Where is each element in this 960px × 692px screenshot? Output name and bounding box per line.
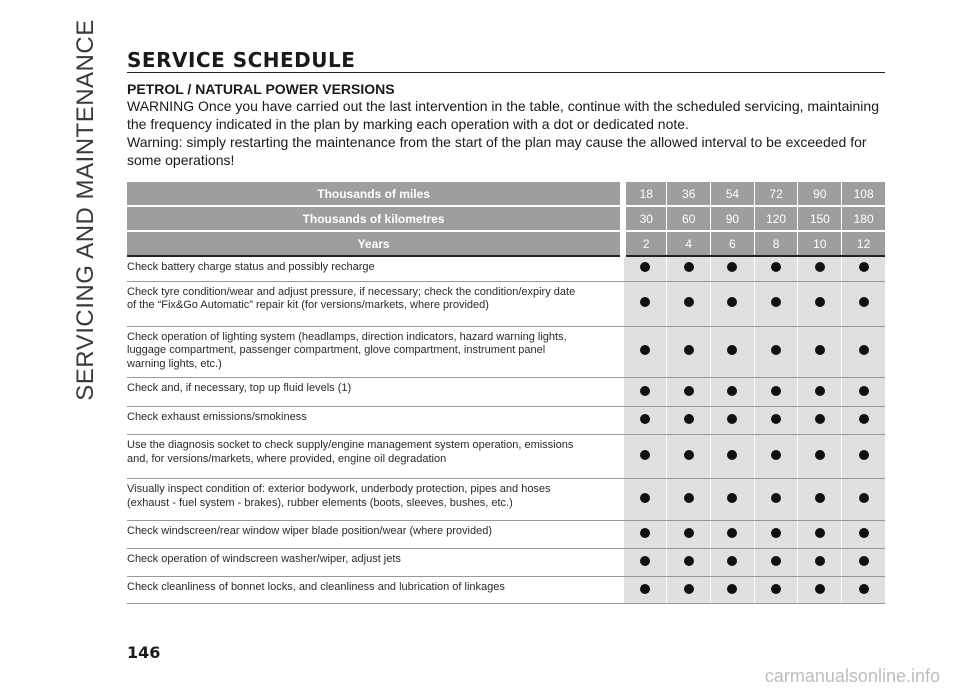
service-dot-icon <box>815 556 825 566</box>
interval-cell <box>711 378 755 407</box>
service-dot-icon <box>640 345 650 355</box>
interval-cell <box>754 256 798 281</box>
table-header-row <box>127 206 885 231</box>
interval-cell <box>842 435 885 479</box>
interval-cell <box>623 407 667 435</box>
service-dot-icon <box>684 345 694 355</box>
service-dot-icon <box>771 450 781 460</box>
table-row <box>127 281 885 326</box>
service-dot-icon <box>859 528 869 538</box>
interval-cell <box>842 256 885 281</box>
service-dot-icon <box>727 414 737 424</box>
service-dot-icon <box>640 386 650 396</box>
interval-cell <box>711 577 755 604</box>
service-dot-icon <box>771 584 781 594</box>
service-dot-icon <box>640 414 650 424</box>
interval-cell <box>711 407 755 435</box>
interval-cell <box>711 435 755 479</box>
service-dot-icon <box>815 450 825 460</box>
interval-cell <box>711 549 755 577</box>
operation-description: Check cleanliness of bonnet locks, and cleanliness and lubrication of linkages <box>127 577 623 604</box>
interval-cell <box>754 435 798 479</box>
service-dot-icon <box>727 493 737 503</box>
service-dot-icon <box>815 528 825 538</box>
operation-description: Check operation of windscreen washer/wiper, adjust jets <box>127 549 623 577</box>
service-dot-icon <box>771 414 781 424</box>
interval-cell <box>754 549 798 577</box>
service-dot-icon <box>640 556 650 566</box>
table-row <box>127 326 885 378</box>
service-dot-icon <box>727 528 737 538</box>
service-dot-icon <box>859 584 869 594</box>
table-row <box>127 521 885 549</box>
header-interval-value: 90 <box>711 206 755 231</box>
header-interval-value: 36 <box>667 182 711 206</box>
interval-cell <box>842 326 885 378</box>
header-interval-value: 72 <box>754 182 798 206</box>
service-dot-icon <box>771 386 781 396</box>
interval-cell <box>798 378 842 407</box>
service-dot-icon <box>640 584 650 594</box>
service-dot-icon <box>859 386 869 396</box>
chapter-side-tab <box>68 19 104 401</box>
service-dot-icon <box>815 493 825 503</box>
table-row <box>127 378 885 407</box>
service-dot-icon <box>684 556 694 566</box>
interval-cell <box>798 577 842 604</box>
interval-cell <box>623 549 667 577</box>
interval-cell <box>711 521 755 549</box>
interval-cell <box>842 281 885 326</box>
service-dot-icon <box>684 450 694 460</box>
interval-cell <box>711 326 755 378</box>
interval-cell <box>754 407 798 435</box>
interval-cell <box>623 479 667 521</box>
service-dot-icon <box>727 345 737 355</box>
service-dot-icon <box>815 345 825 355</box>
service-dot-icon <box>640 262 650 272</box>
interval-cell <box>667 577 711 604</box>
interval-cell <box>623 326 667 378</box>
service-dot-icon <box>859 345 869 355</box>
operation-description: Use the diagnosis socket to check supply/engine management system operation, emissions and, for versions/markets, where provided, engine oil degradation <box>127 435 623 479</box>
service-dot-icon <box>815 262 825 272</box>
service-dot-icon <box>859 450 869 460</box>
title-divider <box>127 72 885 73</box>
table-header-row <box>127 182 885 206</box>
service-dot-icon <box>771 493 781 503</box>
table-row <box>127 407 885 435</box>
operation-description: Check windscreen/rear window wiper blade position/wear (where provided) <box>127 521 623 549</box>
table-row <box>127 435 885 479</box>
service-dot-icon <box>684 297 694 307</box>
interval-cell <box>798 326 842 378</box>
operation-description: Check operation of lighting system (headlamps, direction indicators, hazard warning lights, luggage compartment, passenger compartment, glove compartment, instrument panel warning lights, etc.) <box>127 326 623 378</box>
header-interval-value: 90 <box>798 182 842 206</box>
service-dot-icon <box>727 450 737 460</box>
service-dot-icon <box>771 262 781 272</box>
interval-cell <box>623 435 667 479</box>
operation-description: Check and, if necessary, top up fluid levels (1) <box>127 378 623 407</box>
warning-paragraph-2: Warning: simply restarting the maintenance from the start of the plan may cause the allowed interval to be exceeded for some operations! <box>127 134 867 168</box>
service-dot-icon <box>771 345 781 355</box>
interval-cell <box>623 378 667 407</box>
header-interval-value: 18 <box>623 182 667 206</box>
interval-cell <box>667 435 711 479</box>
interval-cell <box>754 521 798 549</box>
interval-cell <box>667 479 711 521</box>
header-interval-value: 6 <box>711 231 755 256</box>
service-schedule-table <box>127 182 885 604</box>
service-dot-icon <box>815 386 825 396</box>
service-dot-icon <box>640 528 650 538</box>
page-number: 146 <box>127 643 161 662</box>
service-dot-icon <box>684 262 694 272</box>
interval-cell <box>623 281 667 326</box>
header-interval-value: 8 <box>754 231 798 256</box>
interval-cell <box>754 326 798 378</box>
interval-cell <box>842 407 885 435</box>
table-row <box>127 577 885 604</box>
interval-cell <box>842 521 885 549</box>
header-interval-value: 30 <box>623 206 667 231</box>
interval-cell <box>754 378 798 407</box>
interval-cell <box>711 479 755 521</box>
interval-cell <box>623 256 667 281</box>
service-dot-icon <box>771 528 781 538</box>
interval-cell <box>667 549 711 577</box>
table-row <box>127 549 885 577</box>
header-interval-value: 60 <box>667 206 711 231</box>
interval-cell <box>798 521 842 549</box>
subtitle: PETROL / NATURAL POWER VERSIONS <box>127 81 395 97</box>
service-dot-icon <box>684 386 694 396</box>
interval-cell <box>667 326 711 378</box>
service-dot-icon <box>771 297 781 307</box>
interval-cell <box>798 407 842 435</box>
interval-cell <box>842 378 885 407</box>
service-dot-icon <box>859 556 869 566</box>
section-title: SERVICE SCHEDULE <box>127 48 356 72</box>
service-dot-icon <box>640 297 650 307</box>
table-row <box>127 479 885 521</box>
service-dot-icon <box>684 584 694 594</box>
interval-cell <box>754 479 798 521</box>
warning-paragraph-1: WARNING Once you have carried out the last intervention in the table, continue with the scheduled servicing, maintaining the frequency indicated in the plan by marking each operation with a dot or dedicated note. <box>127 98 879 132</box>
table-header-row <box>127 231 885 256</box>
interval-cell <box>798 435 842 479</box>
interval-cell <box>842 479 885 521</box>
interval-cell <box>798 281 842 326</box>
operation-description: Visually inspect condition of: exterior bodywork, underbody protection, pipes and hoses (exhaust - fuel system - brakes), rubber elements (boots, sleeves, bushes, etc.) <box>127 479 623 521</box>
header-interval-value: 120 <box>754 206 798 231</box>
service-dot-icon <box>640 493 650 503</box>
header-label: Thousands of miles <box>127 182 623 206</box>
header-interval-value: 54 <box>711 182 755 206</box>
interval-cell <box>754 577 798 604</box>
header-interval-value: 2 <box>623 231 667 256</box>
chapter-side-tab-label: SERVICING AND MAINTENANCE <box>72 19 99 401</box>
operation-description: Check battery charge status and possibly recharge <box>127 256 623 281</box>
interval-cell <box>667 256 711 281</box>
service-dot-icon <box>859 297 869 307</box>
header-interval-value: 180 <box>842 206 885 231</box>
operation-description: Check exhaust emissions/smokiness <box>127 407 623 435</box>
header-interval-value: 108 <box>842 182 885 206</box>
interval-cell <box>623 521 667 549</box>
interval-cell <box>754 281 798 326</box>
service-dot-icon <box>684 528 694 538</box>
service-dot-icon <box>727 584 737 594</box>
interval-cell <box>798 549 842 577</box>
service-dot-icon <box>815 414 825 424</box>
service-dot-icon <box>684 493 694 503</box>
interval-cell <box>667 281 711 326</box>
operation-description: Check tyre condition/wear and adjust pressure, if necessary; check the condition/expiry date of the “Fix&Go Automatic” repair kit (for versions/markets, where provided) <box>127 281 623 326</box>
interval-cell <box>842 577 885 604</box>
service-dot-icon <box>815 297 825 307</box>
interval-cell <box>667 521 711 549</box>
table-row <box>127 256 885 281</box>
interval-cell <box>667 378 711 407</box>
service-dot-icon <box>684 414 694 424</box>
service-dot-icon <box>727 297 737 307</box>
header-interval-value: 12 <box>842 231 885 256</box>
header-label: Thousands of kilometres <box>127 206 623 231</box>
interval-cell <box>798 479 842 521</box>
header-interval-value: 150 <box>798 206 842 231</box>
service-dot-icon <box>727 262 737 272</box>
watermark: carmanualsonline.info <box>764 666 940 686</box>
service-dot-icon <box>815 584 825 594</box>
service-dot-icon <box>727 556 737 566</box>
interval-cell <box>711 281 755 326</box>
service-dot-icon <box>859 414 869 424</box>
header-label: Years <box>127 231 623 256</box>
service-dot-icon <box>859 262 869 272</box>
interval-cell <box>798 256 842 281</box>
header-interval-value: 10 <box>798 231 842 256</box>
interval-cell <box>623 577 667 604</box>
service-dot-icon <box>640 450 650 460</box>
interval-cell <box>842 549 885 577</box>
service-dot-icon <box>859 493 869 503</box>
interval-cell <box>667 407 711 435</box>
interval-cell <box>711 256 755 281</box>
service-dot-icon <box>727 386 737 396</box>
service-dot-icon <box>771 556 781 566</box>
header-interval-value: 4 <box>667 231 711 256</box>
